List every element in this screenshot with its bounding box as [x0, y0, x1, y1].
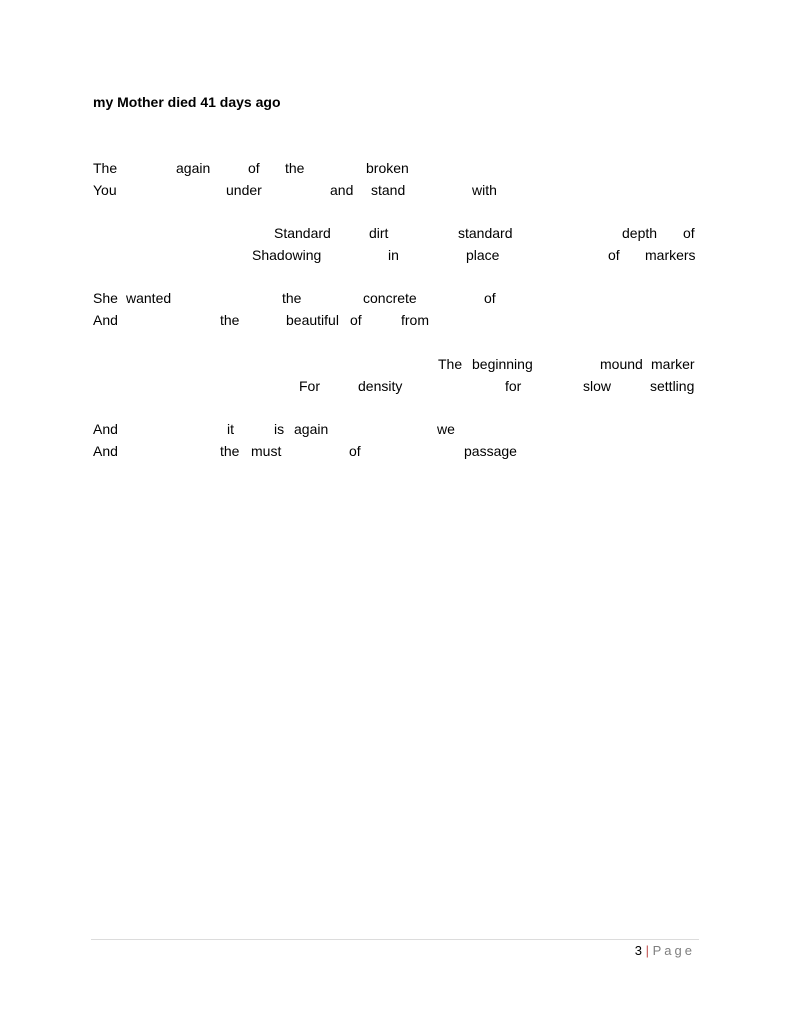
poem-word: settling — [650, 378, 695, 394]
poem-word: depth — [622, 225, 658, 241]
poem-word: the — [285, 160, 305, 176]
poem-word: Shadowing — [252, 247, 322, 263]
page-footer — [635, 942, 695, 960]
poem-word: stand — [371, 182, 406, 198]
poem-word: And — [93, 421, 118, 437]
poem-word: the — [282, 290, 302, 306]
poem-word: in — [388, 247, 399, 263]
poem-word: beautiful — [286, 312, 339, 328]
poem-word: beginning — [472, 356, 533, 372]
poem-word: place — [466, 247, 500, 263]
poem-word: marker — [651, 356, 695, 372]
footer-separator: | — [645, 943, 649, 958]
poem-word: You — [93, 182, 117, 198]
poem-word: passage — [464, 443, 517, 459]
poem-word: wanted — [126, 290, 172, 306]
footer-divider — [91, 939, 699, 940]
poem-word: And — [93, 312, 118, 328]
poem-word: must — [251, 443, 282, 459]
poem-word: again — [176, 160, 211, 176]
poem-word: Standard — [274, 225, 331, 241]
poem-word: the — [220, 443, 240, 459]
poem-word: mound — [600, 356, 643, 372]
poem-word: of — [608, 247, 620, 263]
page-number: 3 — [634, 943, 642, 958]
poem-word: of — [248, 160, 260, 176]
poem-word: we — [437, 421, 455, 437]
poem-word: of — [350, 312, 362, 328]
poem-word: standard — [458, 225, 513, 241]
document-title: my Mother died 41 days ago — [93, 94, 281, 110]
poem-word: broken — [366, 160, 409, 176]
poem-word: density — [358, 378, 403, 394]
poem-word: again — [294, 421, 329, 437]
poem-word: is — [274, 421, 285, 437]
poem-word: of — [683, 225, 695, 241]
poem-word: The — [93, 160, 118, 176]
poem-word: And — [93, 443, 118, 459]
poem-word: for — [505, 378, 522, 394]
poem-word: concrete — [363, 290, 417, 306]
poem-word: of — [484, 290, 496, 306]
poem-word: of — [349, 443, 361, 459]
page-label: Page — [652, 943, 695, 958]
poem-word: dirt — [369, 225, 389, 241]
poem-word: and — [330, 182, 354, 198]
poem-word: it — [227, 421, 234, 437]
poem-word: She — [93, 290, 118, 306]
poem-word: For — [299, 378, 320, 394]
poem-word: from — [401, 312, 429, 328]
poem-word: The — [438, 356, 463, 372]
poem-word: the — [220, 312, 240, 328]
poem-word: with — [472, 182, 497, 198]
poem-word: slow — [583, 378, 612, 394]
poem-word: markers — [645, 247, 696, 263]
poem-word: under — [226, 182, 262, 198]
